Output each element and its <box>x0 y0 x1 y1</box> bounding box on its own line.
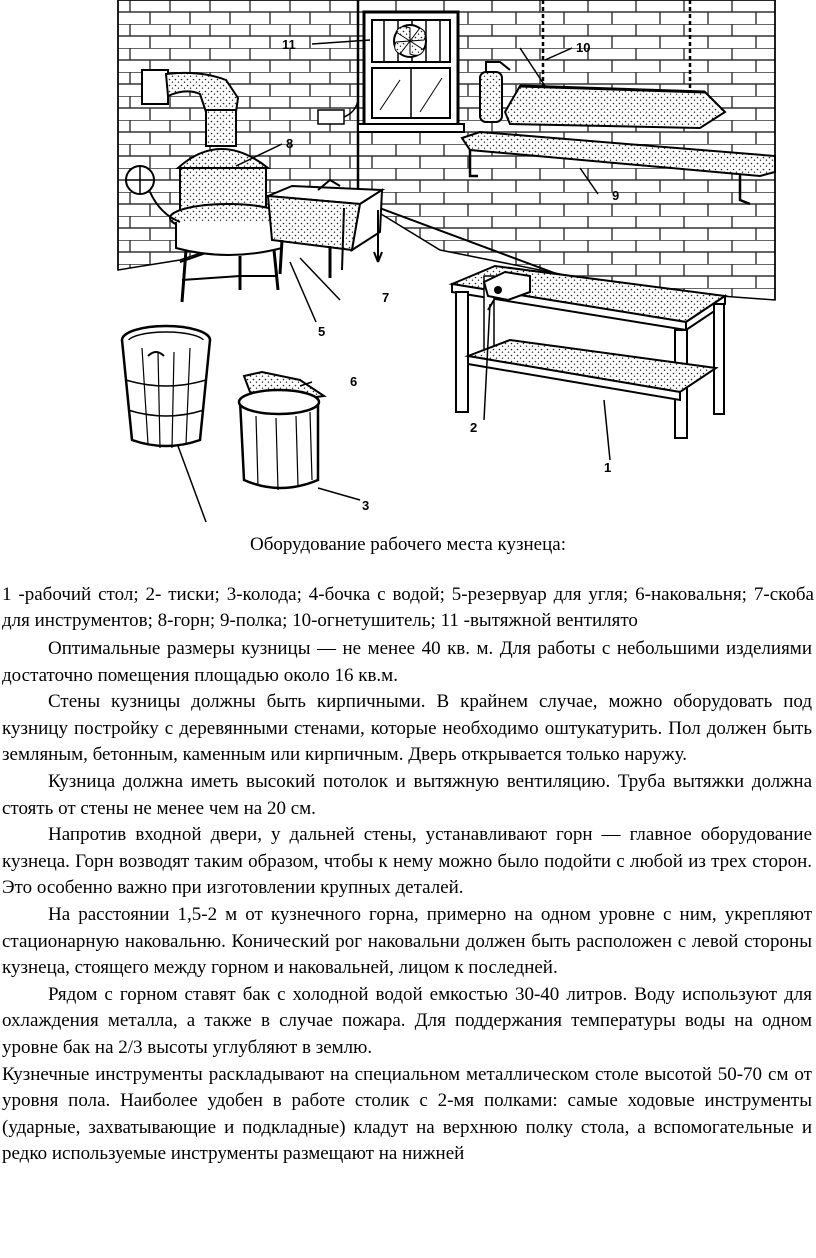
figure-label-8: 8 <box>286 136 294 151</box>
paragraph: Оптимальные размеры кузницы — не менее 40 кв. м. Для работы с небольшими изделиями достаточно помещения площадью около 16 кв.м. <box>2 638 812 686</box>
coal-bin <box>268 180 382 278</box>
figure-label-2: 2 <box>470 420 478 435</box>
paragraph: На расстоянии 1,5-2 м от кузнечного горна, примерно на одном уровне с ним, укрепляют стационарную наковальню. Конический рог наковальни должен быть расположен с левой стороны кузнеца, стоящего между горном и наковальней, лицом к последней. <box>2 903 812 979</box>
paragraph: Кузница должна иметь высокий потолок и вытяжную вентиляцию. Труба вытяжки должна стоять от стены не менее чем на 20 см. <box>2 770 812 819</box>
figure-label-10: 10 <box>576 40 591 55</box>
figure-label-7: 7 <box>382 290 390 305</box>
anvil-on-stump <box>239 372 324 490</box>
document-body <box>2 636 812 1168</box>
figure-caption-legend: 1 -рабочий стол; 2- тиски; 3-колода; 4-бочка с водой; 5-резервуар для угля; 6-наковальня; 7-скоба для инструментов; 8-горн; 9-полка; 10-огнетушитель; 11 -вытяжной вентилято <box>2 584 814 631</box>
paragraph: Кузнечные инструменты раскладывают на специальном металлическом столе высотой 50-70 см от уровня пола. Наиболее удобен в работе столик с 2-мя полками: самые ходовые инструменты (ударные, захватывающие и подкладные) кладут на верхнюю полку стола, а вспомогательные и редко используемые инструменты размещают на нижней <box>2 1063 812 1165</box>
figure-label-11: 11 <box>282 37 296 52</box>
paragraph: Стены кузницы должны быть кирпичными. В крайнем случае, можно оборудовать под кузницу постройку с деревянными стенами, которые необходимо оштукатурить. Пол должен быть земляным, бетонным, каменным или кирпичным. Дверь открывается только наружу. <box>2 691 812 766</box>
paragraph: Рядом с горном ставят бак с холодной водой емкостью 30-40 литров. Воду используют для охлаждения металла, а также в случае пожара. Для поддержания температуры воды на одном уровне бак на 2/3 высоты углубляют в землю. <box>2 983 812 1058</box>
water-barrel <box>122 326 210 522</box>
figure-label-5: 5 <box>318 324 326 339</box>
figure-label-1: 1 <box>604 460 612 475</box>
paragraph: Напротив входной двери, у дальней стены, устанавливают горн — главное оборудование кузнеца. Горн возводят таким образом, чтобы к нему можно было подойти с любой из трех сторон. Это особенно важно при изготовлении крупных деталей. <box>2 824 812 899</box>
blacksmith-workshop-illustration <box>0 0 816 530</box>
figure-caption-title: Оборудование рабочего места кузнеца: <box>250 534 566 555</box>
figure-label-3: 3 <box>362 498 370 513</box>
window-with-ventilation-fan <box>358 12 464 132</box>
workbench-with-vise <box>452 266 725 438</box>
figure-label-9: 9 <box>612 188 620 203</box>
figure-label-6: 6 <box>350 374 358 389</box>
